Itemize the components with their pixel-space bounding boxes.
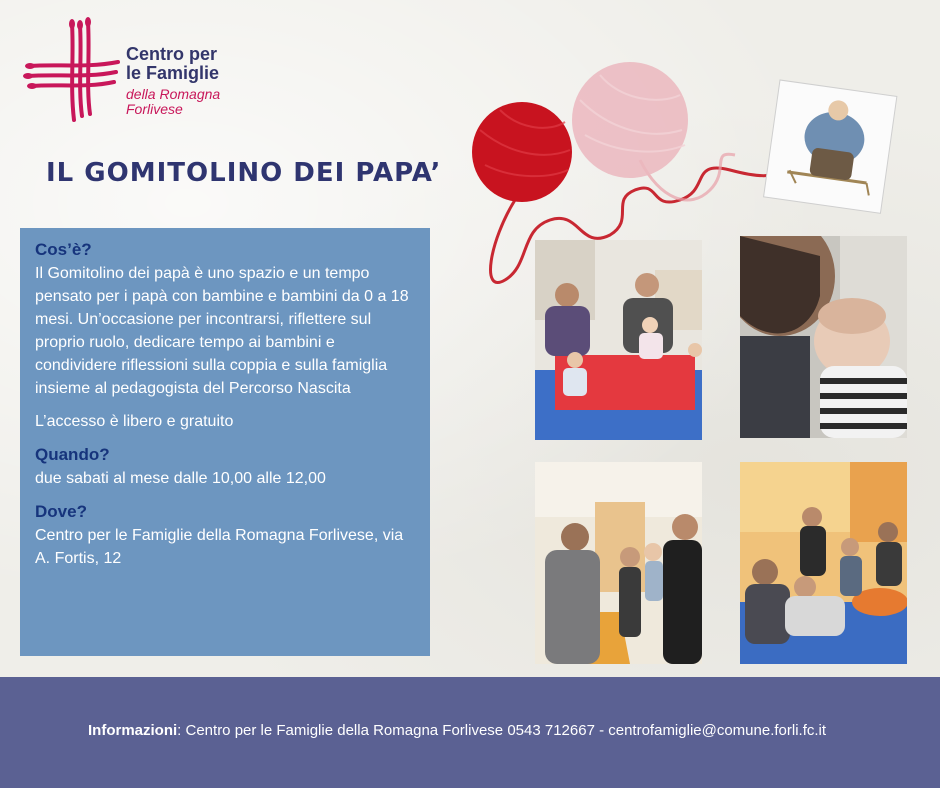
when-text: due sabati al mese dalle 10,00 alle 12,00 xyxy=(35,470,326,487)
logo-name-line2: le Famiglie xyxy=(126,63,220,83)
photo-group-standing xyxy=(535,462,702,664)
page-title: IL GOMITOLINO DEI PAPA’ xyxy=(46,158,442,188)
footer-label: Informazioni xyxy=(88,722,178,739)
access-text: L’accesso è libero e gratuito xyxy=(35,413,234,430)
logo-name-line1: Centro per xyxy=(126,44,218,64)
photo-group-playroom xyxy=(740,462,907,664)
logo-mark-icon xyxy=(22,16,122,126)
photo-fathers-on-mat xyxy=(535,240,702,440)
photo-father-baby-closeup xyxy=(740,236,907,438)
where-text: Centro per le Famiglie della Romagna Forlivese, via A. Fortis, 12 xyxy=(35,527,404,567)
info-panel xyxy=(20,228,430,656)
logo xyxy=(22,16,252,126)
heading-what: Cos’è? xyxy=(35,240,92,259)
heading-where: Dove? xyxy=(35,502,87,521)
description-text: Il Gomitolino dei papà è uno spazio e un tempo pensato per i papà con bambine e bambini da 0 a 18 mesi. Un’occasione per incontrarsi, riflettere sul proprio ruolo, dedicare tempo ai bambini e condividere riflessioni sulla coppia e sulla famiglia insieme al pedagogista del Percorso Nascita xyxy=(35,265,409,397)
logo-name-line4: Forlivese xyxy=(126,101,183,117)
footer-info xyxy=(88,722,826,739)
logo-name-line3: della Romagna xyxy=(126,86,221,102)
footer-bar xyxy=(0,677,940,788)
heading-when: Quando? xyxy=(35,445,110,464)
footer-contact-text: : Centro per le Famiglie della Romagna Forlivese 0543 712667 - centrofamiglie@comune.forli.fc.it xyxy=(177,722,827,739)
